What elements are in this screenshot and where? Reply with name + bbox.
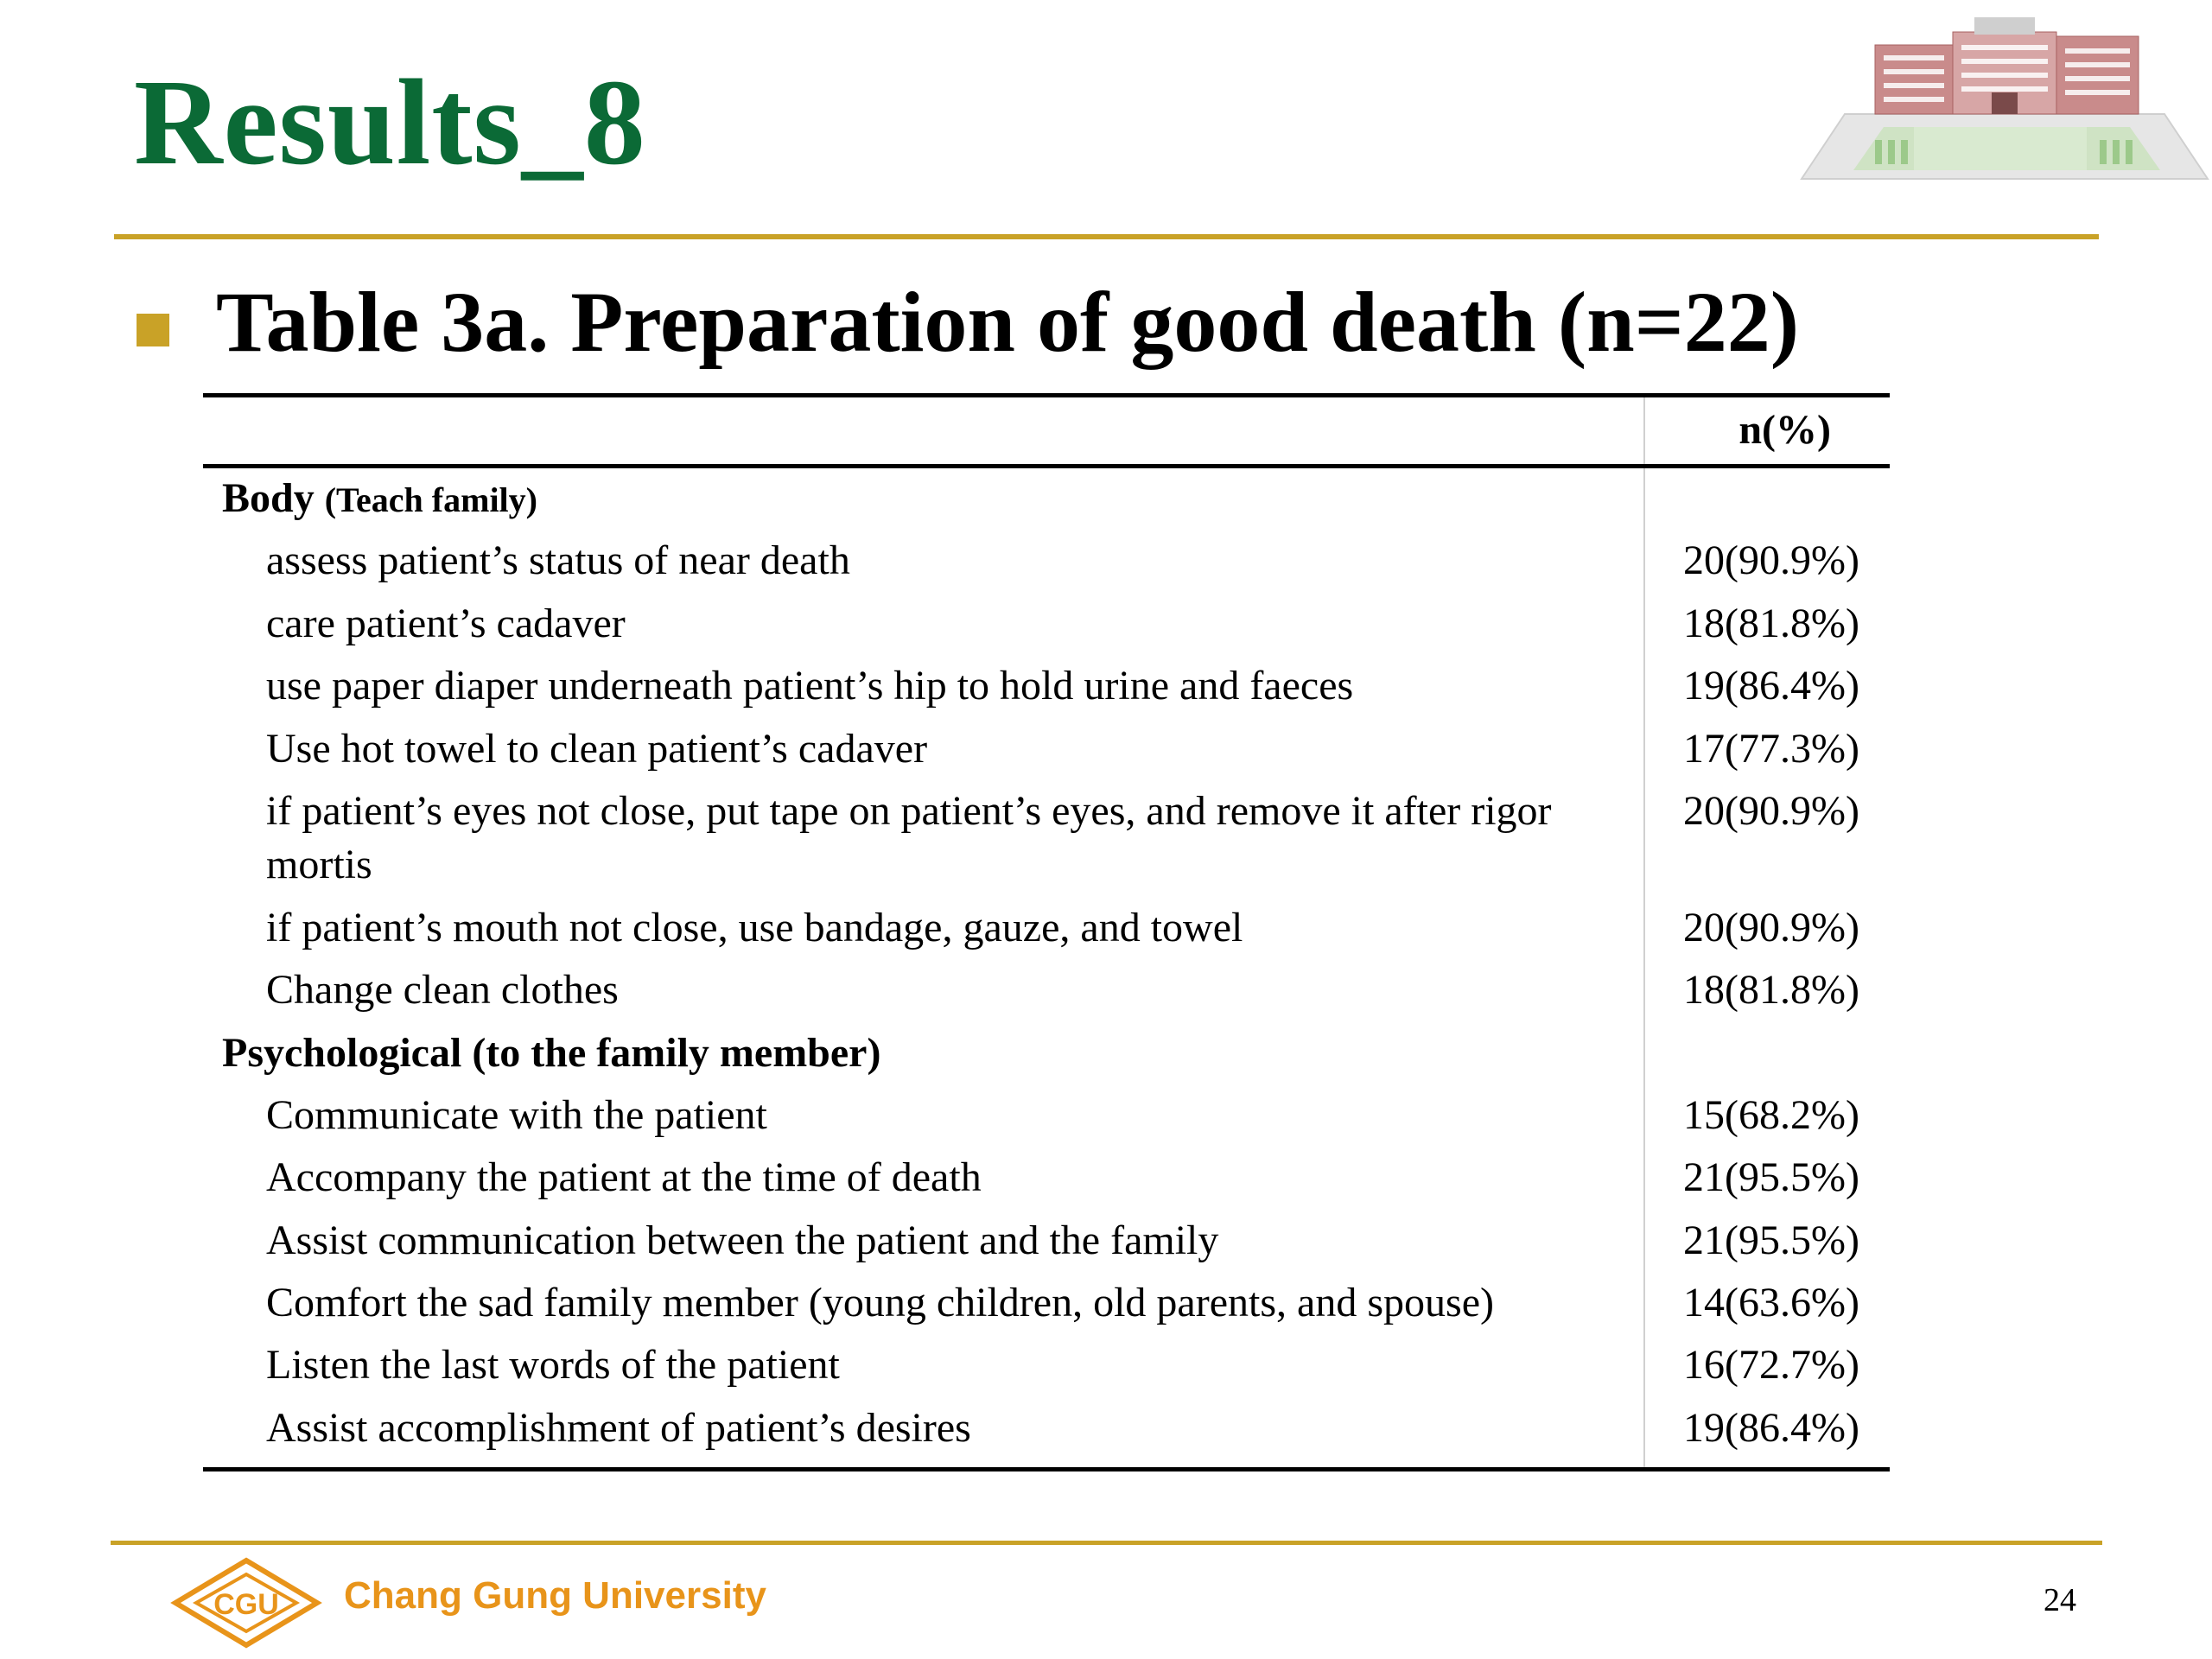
- column-divider: [1643, 468, 1645, 1467]
- row-value: 17(77.3%): [1683, 725, 1859, 772]
- column-header-n-percent: n(%): [1738, 407, 1831, 453]
- table-bottom-rule: [203, 1467, 1890, 1471]
- university-name: Chang Gung University: [344, 1574, 766, 1617]
- table-row: [203, 1276, 1890, 1330]
- table-row: [203, 534, 1890, 588]
- column-divider: [1643, 397, 1645, 464]
- row-value: 20(90.9%): [1683, 904, 1859, 950]
- cgu-logo-icon: [168, 1555, 324, 1650]
- university-building-icon: [1793, 10, 2212, 192]
- section-heading: Psychological (to the family member): [222, 1029, 881, 1076]
- row-label: Use hot towel to clean patient’s cadaver: [266, 725, 928, 772]
- row-label: use paper diaper underneath patient’s hip to hold urine and faeces: [266, 663, 1354, 709]
- row-value: 20(90.9%): [1683, 787, 1859, 834]
- row-value: 18(81.8%): [1683, 967, 1859, 1014]
- table-header-row: [203, 397, 1890, 464]
- logo-text: CGU: [213, 1588, 279, 1621]
- row-label: Communicate with the patient: [266, 1091, 767, 1138]
- table-caption: Table 3a. Preparation of good death (n=22): [216, 274, 1800, 370]
- table-row: [203, 785, 1890, 893]
- header-rule: [114, 234, 2099, 239]
- row-value: 18(81.8%): [1683, 600, 1859, 646]
- table-row: [203, 1214, 1890, 1268]
- row-value: 16(72.7%): [1683, 1342, 1859, 1389]
- table-row: [203, 1338, 1890, 1392]
- slide-title: Results_8: [134, 54, 646, 190]
- table-row: [203, 597, 1890, 651]
- row-value: 21(95.5%): [1683, 1154, 1859, 1201]
- table-row: [203, 963, 1890, 1017]
- bullet-square-icon: [137, 314, 169, 346]
- row-label: Change clean clothes: [266, 967, 619, 1014]
- results-table: [203, 393, 1890, 1471]
- section-heading: Body: [222, 475, 315, 521]
- table-row: [203, 901, 1890, 955]
- table-body: [203, 468, 1890, 1467]
- row-label: care patient’s cadaver: [266, 600, 626, 646]
- row-label: Assist accomplishment of patient’s desires: [266, 1404, 971, 1451]
- section-heading-note: (Teach family): [324, 480, 537, 519]
- row-value: 14(63.6%): [1683, 1280, 1859, 1326]
- row-label: Accompany the patient at the time of death: [266, 1154, 982, 1201]
- row-label: Assist communication between the patient and the family: [266, 1217, 1219, 1263]
- row-value: 20(90.9%): [1683, 537, 1859, 584]
- table-row: [203, 1089, 1890, 1142]
- row-value: 19(86.4%): [1683, 663, 1859, 709]
- section-heading-psychological: [203, 1027, 1890, 1080]
- table-row: [203, 722, 1890, 776]
- table-row: [203, 1151, 1890, 1205]
- row-value: 15(68.2%): [1683, 1091, 1859, 1138]
- section-heading-body: [203, 472, 1890, 525]
- row-value: 19(86.4%): [1683, 1404, 1859, 1451]
- table-row: [203, 659, 1890, 713]
- table-row: [203, 1402, 1890, 1455]
- page-number: 24: [2044, 1582, 2076, 1618]
- row-label: if patient’s eyes not close, put tape on patient’s eyes, and remove it after rigor mortis: [266, 787, 1552, 888]
- row-label: Comfort the sad family member (young children, old parents, and spouse): [266, 1280, 1494, 1326]
- row-label: assess patient’s status of near death: [266, 537, 850, 584]
- row-value: 21(95.5%): [1683, 1217, 1859, 1263]
- row-label: Listen the last words of the patient: [266, 1342, 840, 1389]
- row-label: if patient’s mouth not close, use bandage, gauze, and towel: [266, 904, 1243, 950]
- footer-rule: [111, 1541, 2102, 1545]
